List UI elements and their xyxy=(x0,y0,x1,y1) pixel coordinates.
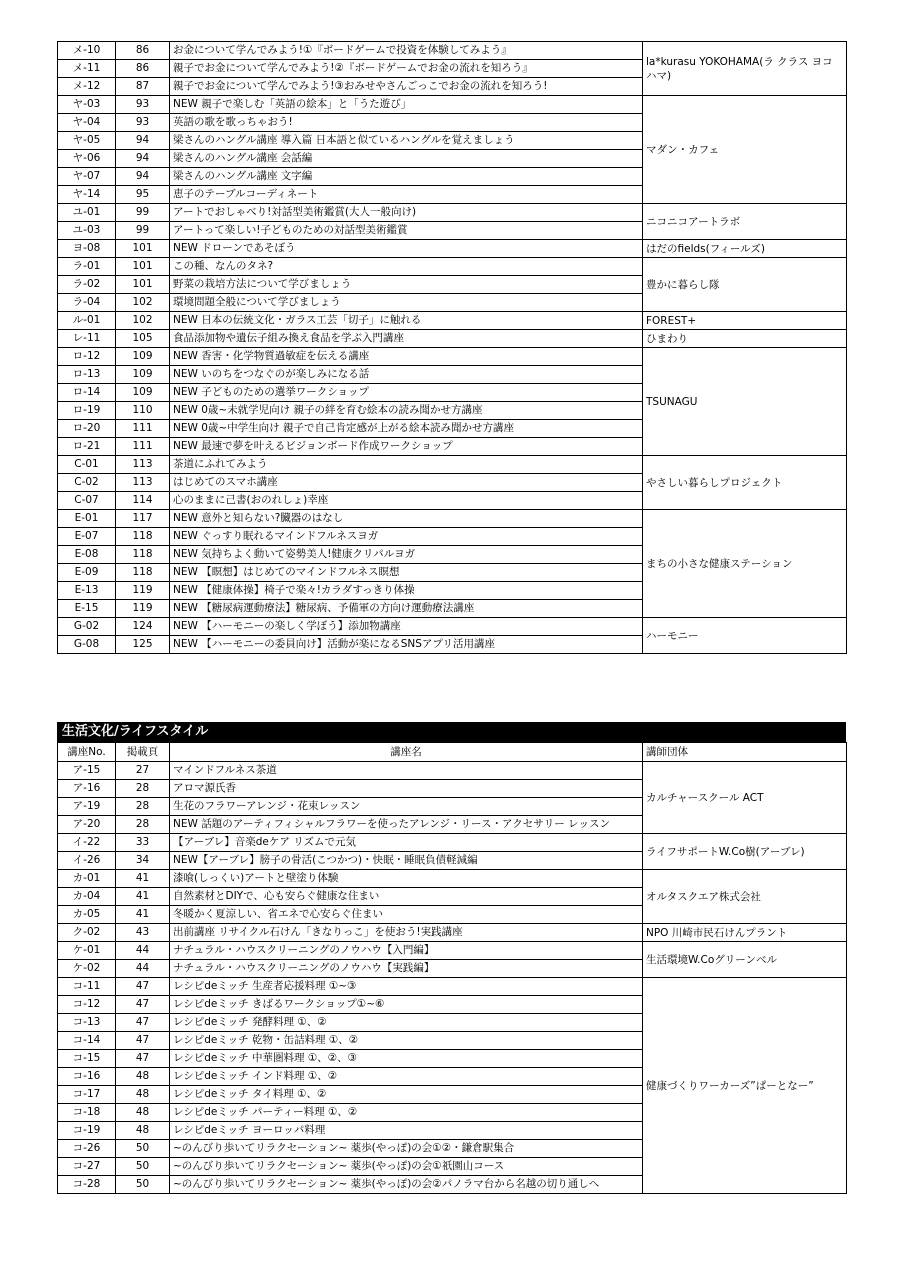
course-name: 環境問題全般について学びましょう xyxy=(170,294,643,312)
course-no: カ-01 xyxy=(58,870,116,888)
course-name: 自然素材とDIYで、心も安らぐ健康な住まい xyxy=(170,888,643,906)
page-no: 94 xyxy=(116,168,170,186)
page-no: 50 xyxy=(116,1176,170,1194)
course-name: アートって楽しい!子どものための対話型美術鑑賞 xyxy=(170,222,643,240)
course-name: レシピdeミッチ パーティー料理 ①、② xyxy=(170,1104,643,1122)
course-no: E-08 xyxy=(58,546,116,564)
course-no: メ-11 xyxy=(58,60,116,78)
course-name: NEW 0歳~未就学児向け 親子の絆を育む絵本の読み聞かせ方講座 xyxy=(170,402,643,420)
header-name: 講座名 xyxy=(170,743,643,762)
course-name: 冬暖かく夏涼しい、省エネで心安らぐ住まい xyxy=(170,906,643,924)
course-name: 野菜の栽培方法について学びましょう xyxy=(170,276,643,294)
course-name: NEW 【ハーモニーの楽しく学ぼう】添加物講座 xyxy=(170,618,643,636)
page-no: 48 xyxy=(116,1104,170,1122)
instructor-org: NPO 川崎市民石けんプラント xyxy=(643,924,847,942)
course-name: NEW 親子で楽しむ「英語の絵本」と「うた遊び」 xyxy=(170,96,643,114)
page-no: 86 xyxy=(116,60,170,78)
table-row xyxy=(58,924,847,942)
table-row xyxy=(58,942,847,960)
course-name: NEW ドローンであそぼう xyxy=(170,240,643,258)
instructor-org: ニコニコアートラボ xyxy=(643,204,847,240)
course-no: ア-20 xyxy=(58,816,116,834)
course-no: ヨ-08 xyxy=(58,240,116,258)
course-name: ~のんびり歩いてリラクセーション~ 薬歩(やっぽ)の会①祇園山コース xyxy=(170,1158,643,1176)
table-row xyxy=(58,42,847,60)
instructor-org: ライフサポートW.Co樹(アーブレ) xyxy=(643,834,847,870)
page-no: 47 xyxy=(116,1050,170,1068)
page-no: 118 xyxy=(116,546,170,564)
course-name: はじめてのスマホ講座 xyxy=(170,474,643,492)
page-no: 28 xyxy=(116,780,170,798)
table-row xyxy=(58,348,847,366)
course-no: ケ-02 xyxy=(58,960,116,978)
course-name: レシピdeミッチ 乾物・缶詰料理 ①、② xyxy=(170,1032,643,1050)
page-no: 43 xyxy=(116,924,170,942)
course-name: レシピdeミッチ 生産者応援料理 ①~③ xyxy=(170,978,643,996)
page-no: 111 xyxy=(116,420,170,438)
course-no: コ-12 xyxy=(58,996,116,1014)
page-no: 109 xyxy=(116,348,170,366)
course-name: NEW 0歳~中学生向け 親子で自己肯定感が上がる絵本読み聞かせ方講座 xyxy=(170,420,643,438)
table-row xyxy=(58,456,847,474)
course-name: NEW 最速で夢を叶えるビジョンボード作成ワークショップ xyxy=(170,438,643,456)
course-name: 恵子のテーブルコーディネート xyxy=(170,186,643,204)
course-no: ア-16 xyxy=(58,780,116,798)
course-no: ロ-14 xyxy=(58,384,116,402)
page-no: 86 xyxy=(116,42,170,60)
course-no: C-07 xyxy=(58,492,116,510)
course-name: 英語の歌を歌っちゃおう! xyxy=(170,114,643,132)
course-no: C-01 xyxy=(58,456,116,474)
page-no: 87 xyxy=(116,78,170,96)
course-no: ラ-01 xyxy=(58,258,116,276)
page-no: 44 xyxy=(116,942,170,960)
course-no: ロ-20 xyxy=(58,420,116,438)
page-no: 33 xyxy=(116,834,170,852)
course-name: レシピdeミッチ インド料理 ①、② xyxy=(170,1068,643,1086)
course-name: 心のままに己書(おのれしょ)幸座 xyxy=(170,492,643,510)
course-no: メ-10 xyxy=(58,42,116,60)
course-name: 親子でお金について学んでみよう!②『ボードゲームでお金の流れを知ろう』 xyxy=(170,60,643,78)
course-no: E-09 xyxy=(58,564,116,582)
course-no: ク-02 xyxy=(58,924,116,942)
table-row xyxy=(58,978,847,996)
course-name: ナチュラル・ハウスクリーニングのノウハウ【実践編】 xyxy=(170,960,643,978)
course-name: アロマ源氏香 xyxy=(170,780,643,798)
page-no: 48 xyxy=(116,1086,170,1104)
course-name: NEW 【瞑想】はじめてのマインドフルネス瞑想 xyxy=(170,564,643,582)
page-no: 119 xyxy=(116,600,170,618)
course-name: NEW 【糖尿病運動療法】糖尿病、予備軍の方向け運動療法講座 xyxy=(170,600,643,618)
course-no: カ-04 xyxy=(58,888,116,906)
header-no: 講座No. xyxy=(58,743,116,762)
page-no: 41 xyxy=(116,888,170,906)
course-name: NEW ぐっすり眠れるマインドフルネスヨガ xyxy=(170,528,643,546)
course-name: NEW 日本の伝統文化・ガラス工芸「切子」に触れる xyxy=(170,312,643,330)
instructor-org: 健康づくりワーカーズ”ぱーとなー” xyxy=(643,978,847,1194)
course-no: ユ-03 xyxy=(58,222,116,240)
table-row xyxy=(58,240,847,258)
course-no: ヤ-06 xyxy=(58,150,116,168)
course-name: マインドフルネス茶道 xyxy=(170,762,643,780)
instructor-org: la*kurasu YOKOHAMA(ラ クラス ヨコハマ) xyxy=(643,42,847,96)
instructor-org: 生活環境W.Coグリーンベル xyxy=(643,942,847,978)
page-no: 118 xyxy=(116,564,170,582)
page-no: 125 xyxy=(116,636,170,654)
section-title: 生活文化/ライフスタイル xyxy=(57,722,846,742)
course-name: お金について学んでみよう!①『ボードゲームで投資を体験してみよう』 xyxy=(170,42,643,60)
page-no: 101 xyxy=(116,276,170,294)
course-no: ヤ-14 xyxy=(58,186,116,204)
table-row xyxy=(58,762,847,780)
page-no: 119 xyxy=(116,582,170,600)
course-no: コ-13 xyxy=(58,1014,116,1032)
page-no: 114 xyxy=(116,492,170,510)
header-page: 掲載頁 xyxy=(116,743,170,762)
page-no: 28 xyxy=(116,798,170,816)
course-name: アートでおしゃべり!対話型美術鑑賞(大人一般向け) xyxy=(170,204,643,222)
course-no: E-07 xyxy=(58,528,116,546)
course-name: レシピdeミッチ 中華圏料理 ①、②、③ xyxy=(170,1050,643,1068)
course-table-lifestyle xyxy=(57,742,847,1194)
course-no: メ-12 xyxy=(58,78,116,96)
page-no: 27 xyxy=(116,762,170,780)
page-no: 94 xyxy=(116,132,170,150)
table-row xyxy=(58,870,847,888)
page-no: 47 xyxy=(116,1014,170,1032)
course-no: コ-11 xyxy=(58,978,116,996)
course-no: ヤ-07 xyxy=(58,168,116,186)
course-no: レ-11 xyxy=(58,330,116,348)
page-no: 101 xyxy=(116,258,170,276)
course-no: ア-15 xyxy=(58,762,116,780)
course-no: E-15 xyxy=(58,600,116,618)
course-no: ヤ-04 xyxy=(58,114,116,132)
course-no: G-02 xyxy=(58,618,116,636)
page-no: 93 xyxy=(116,114,170,132)
course-no: ロ-21 xyxy=(58,438,116,456)
course-no: ロ-13 xyxy=(58,366,116,384)
page-no: 94 xyxy=(116,150,170,168)
page-no: 102 xyxy=(116,312,170,330)
page-no: 102 xyxy=(116,294,170,312)
course-no: ヤ-05 xyxy=(58,132,116,150)
course-name: 茶道にふれてみよう xyxy=(170,456,643,474)
course-no: ロ-19 xyxy=(58,402,116,420)
page-no: 124 xyxy=(116,618,170,636)
course-name: 【アーブレ】音楽deケア リズムで元気 xyxy=(170,834,643,852)
course-no: C-02 xyxy=(58,474,116,492)
instructor-org: FOREST+ xyxy=(643,312,847,330)
course-no: E-01 xyxy=(58,510,116,528)
course-no: G-08 xyxy=(58,636,116,654)
instructor-org: ハーモニー xyxy=(643,618,847,654)
course-name: NEW【アーブレ】膀子の骨活(こつかつ)・快眠・睡眠負債軽減編 xyxy=(170,852,643,870)
course-name: NEW 【健康体操】椅子で楽々!カラダすっきり体操 xyxy=(170,582,643,600)
course-no: コ-28 xyxy=(58,1176,116,1194)
table-row xyxy=(58,96,847,114)
course-no: ラ-02 xyxy=(58,276,116,294)
page-no: 109 xyxy=(116,384,170,402)
instructor-org: まちの小さな健康ステーション xyxy=(643,510,847,618)
page-no: 99 xyxy=(116,204,170,222)
course-name: NEW 子どものための選挙ワークショップ xyxy=(170,384,643,402)
course-no: カ-05 xyxy=(58,906,116,924)
header-org: 講師団体 xyxy=(643,743,847,762)
course-name: 生花のフラワーアレンジ・花束レッスン xyxy=(170,798,643,816)
course-name: NEW いのちをつなぐのが楽しみになる話 xyxy=(170,366,643,384)
page-no: 93 xyxy=(116,96,170,114)
instructor-org: カルチャースクール ACT xyxy=(643,762,847,834)
table-row xyxy=(58,330,847,348)
course-no: ケ-01 xyxy=(58,942,116,960)
page-no: 118 xyxy=(116,528,170,546)
table-row xyxy=(58,312,847,330)
course-name: レシピdeミッチ ヨーロッパ料理 xyxy=(170,1122,643,1140)
course-no: ル-01 xyxy=(58,312,116,330)
course-no: ラ-04 xyxy=(58,294,116,312)
instructor-org: はだのfields(フィールズ) xyxy=(643,240,847,258)
course-no: コ-16 xyxy=(58,1068,116,1086)
course-no: コ-17 xyxy=(58,1086,116,1104)
course-name: レシピdeミッチ 発酵料理 ①、② xyxy=(170,1014,643,1032)
course-no: コ-27 xyxy=(58,1158,116,1176)
page-no: 41 xyxy=(116,870,170,888)
course-name: 梁さんのハングル講座 会話編 xyxy=(170,150,643,168)
page-no: 111 xyxy=(116,438,170,456)
instructor-org: マダン・カフェ xyxy=(643,96,847,204)
page-no: 105 xyxy=(116,330,170,348)
course-name: 出前講座 リサイクル石けん「きなりっこ」を使おう!実践講座 xyxy=(170,924,643,942)
table-row xyxy=(58,834,847,852)
course-name: NEW 【ハーモニーの委員向け】活動が楽になるSNSアプリ活用講座 xyxy=(170,636,643,654)
page-no: 47 xyxy=(116,996,170,1014)
page-no: 110 xyxy=(116,402,170,420)
page-no: 28 xyxy=(116,816,170,834)
page-no: 109 xyxy=(116,366,170,384)
page-no: 101 xyxy=(116,240,170,258)
instructor-org: TSUNAGU xyxy=(643,348,847,456)
page-no: 50 xyxy=(116,1140,170,1158)
page-no: 47 xyxy=(116,978,170,996)
course-no: コ-14 xyxy=(58,1032,116,1050)
course-name: 漆喰(しっくい)アートと壁塗り体験 xyxy=(170,870,643,888)
course-no: E-13 xyxy=(58,582,116,600)
page-no: 113 xyxy=(116,474,170,492)
page-no: 34 xyxy=(116,852,170,870)
course-name: NEW 香害・化学物質過敏症を伝える講座 xyxy=(170,348,643,366)
course-name: レシピdeミッチ きばるワークショップ①~⑥ xyxy=(170,996,643,1014)
table-row xyxy=(58,618,847,636)
course-name: NEW 気持ちよく動いて姿勢美人!健康クリパルヨガ xyxy=(170,546,643,564)
course-no: イ-22 xyxy=(58,834,116,852)
course-name: 梁さんのハングル講座 文字編 xyxy=(170,168,643,186)
page-no: 113 xyxy=(116,456,170,474)
course-name: 梁さんのハングル講座 導入篇 日本語と似ているハングルを覚えましょう xyxy=(170,132,643,150)
instructor-org: ひまわり xyxy=(643,330,847,348)
course-name: ~のんびり歩いてリラクセーション~ 薬歩(やっぽ)の会②パノラマ台から名越の切り通しへ xyxy=(170,1176,643,1194)
course-name: ナチュラル・ハウスクリーニングのノウハウ【入門編】 xyxy=(170,942,643,960)
instructor-org: やさしい暮らしプロジェクト xyxy=(643,456,847,510)
course-name: この種、なんのタネ? xyxy=(170,258,643,276)
page-no: 50 xyxy=(116,1158,170,1176)
course-name: ~のんびり歩いてリラクセーション~ 薬歩(やっぽ)の会①②・鎌倉駅集合 xyxy=(170,1140,643,1158)
page-no: 47 xyxy=(116,1032,170,1050)
table-row xyxy=(58,510,847,528)
course-no: コ-26 xyxy=(58,1140,116,1158)
table-header-row xyxy=(58,743,847,762)
page-no: 44 xyxy=(116,960,170,978)
course-no: コ-19 xyxy=(58,1122,116,1140)
page-no: 95 xyxy=(116,186,170,204)
course-name: NEW 意外と知らない?臓器のはなし xyxy=(170,510,643,528)
instructor-org: オルタスクエア株式会社 xyxy=(643,870,847,924)
course-no: ア-19 xyxy=(58,798,116,816)
course-no: ユ-01 xyxy=(58,204,116,222)
page-no: 117 xyxy=(116,510,170,528)
page-no: 99 xyxy=(116,222,170,240)
course-no: イ-26 xyxy=(58,852,116,870)
page-no: 48 xyxy=(116,1068,170,1086)
course-name: 食品添加物や遺伝子組み換え食品を学ぶ入門講座 xyxy=(170,330,643,348)
page-no: 41 xyxy=(116,906,170,924)
course-no: ヤ-03 xyxy=(58,96,116,114)
course-no: コ-15 xyxy=(58,1050,116,1068)
table-row xyxy=(58,204,847,222)
course-name: レシピdeミッチ タイ料理 ①、② xyxy=(170,1086,643,1104)
course-name: NEW 話題のアーティフィシャルフラワーを使ったアレンジ・リース・アクセサリー レッスン xyxy=(170,816,643,834)
instructor-org: 豊かに暮らし隊 xyxy=(643,258,847,312)
course-table-top xyxy=(57,41,847,654)
table-row xyxy=(58,258,847,276)
page-no: 48 xyxy=(116,1122,170,1140)
course-no: ロ-12 xyxy=(58,348,116,366)
course-no: コ-18 xyxy=(58,1104,116,1122)
course-name: 親子でお金について学んでみよう!③おみせやさんごっこでお金の流れを知ろう! xyxy=(170,78,643,96)
